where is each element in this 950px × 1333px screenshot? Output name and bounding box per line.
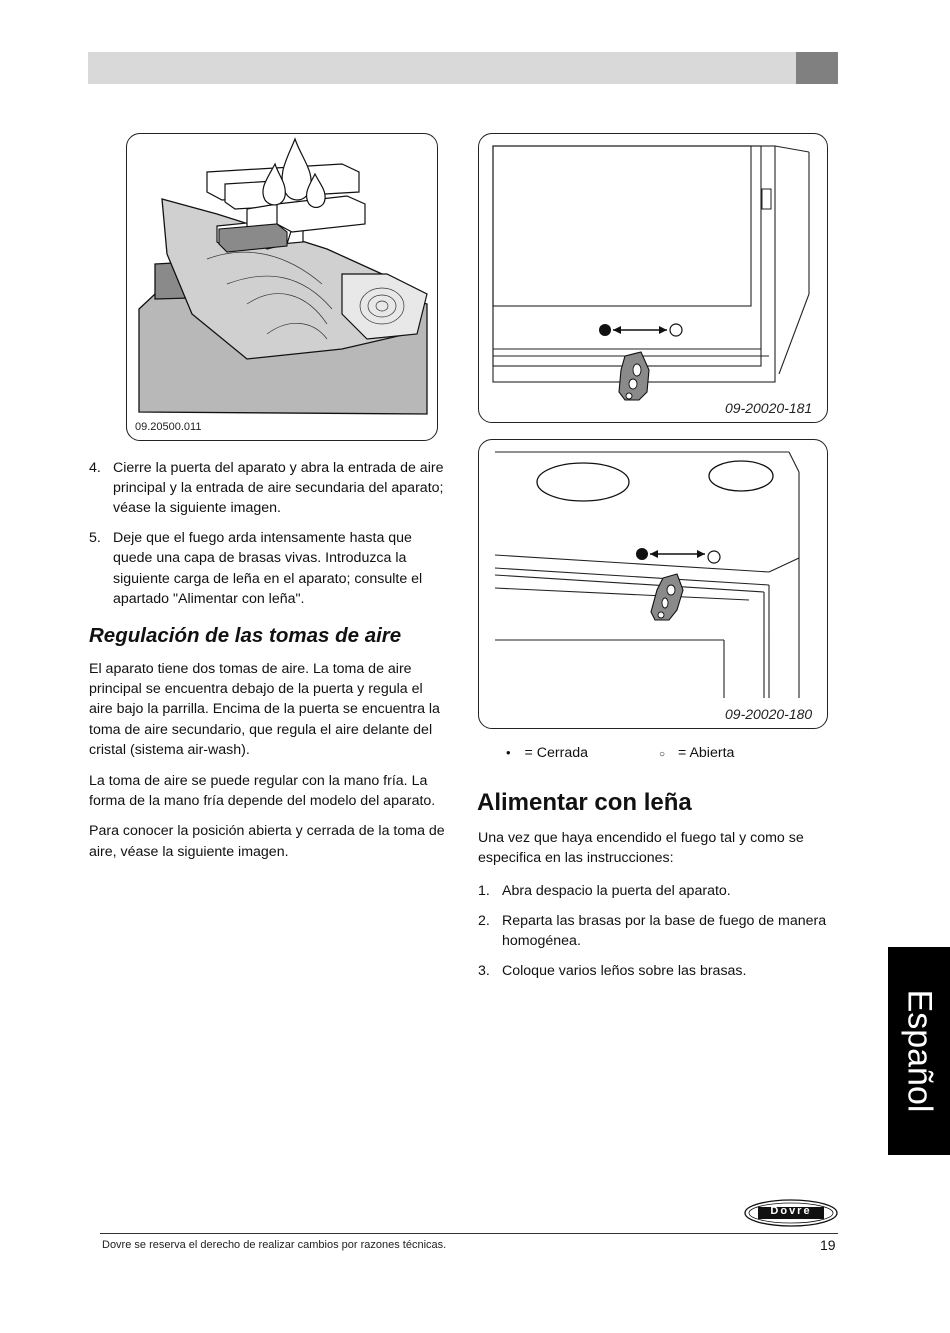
fire-building-figure bbox=[126, 133, 438, 441]
figure-reference: 09-20020-180 bbox=[725, 706, 813, 722]
section-heading: Regulación de las tomas de aire bbox=[89, 624, 402, 647]
list-item: 4. Cierre la puerta del aparato y abra la entrada de aire principal y la entrada de aire secundaria del aparato; véase la siguiente imagen. bbox=[89, 460, 444, 517]
paragraph: Para conocer la posición abierta y cerrada de la toma de aire, véase la siguiente imagen. bbox=[89, 823, 445, 860]
language-tab: Español bbox=[888, 947, 950, 1155]
page-number: 19 bbox=[820, 1237, 836, 1253]
figure-reference: 09-20020-181 bbox=[725, 400, 813, 416]
logo-text: Dovre bbox=[770, 1205, 812, 1217]
paragraph: Una vez que haya encendido el fuego tal y como se especifica en las instrucciones: bbox=[478, 830, 804, 867]
paragraph: El aparato tiene dos tomas de aire. La toma de aire principal se encuentra debajo de la puerta y regula el aire bajo la parrilla. Encima de la puerta se encuentra la toma de aire secundario, que regula el aire delante del cristal (sistema air-wash). bbox=[89, 661, 440, 758]
footer-disclaimer: Dovre se reserva el derecho de realizar cambios por razones técnicas. bbox=[102, 1239, 447, 1251]
list-item: 3. Coloque varios leños sobre las brasas. bbox=[478, 963, 747, 980]
left-steps bbox=[89, 458, 444, 618]
regulation-body bbox=[89, 659, 449, 872]
door-primary-air-illustration bbox=[479, 134, 827, 422]
open-circle-icon: ○ bbox=[659, 749, 666, 760]
list-item: 5. Deje que el fuego arda intensamente hasta que quede una capa de brasas vivas. Introduzca la siguiente carga de leña en el aparato; consulte el apartado "Alimentar con leña". bbox=[89, 530, 423, 607]
figure-code: 09.20500.011 bbox=[135, 421, 202, 433]
list-item: 1. Abra despacio la puerta del aparato. bbox=[478, 883, 731, 900]
door-figure-secondary-air bbox=[478, 439, 828, 729]
list-item: 2. Reparta las brasas por la base de fuego de manera homogénea. bbox=[478, 913, 827, 950]
feeding-body bbox=[478, 828, 838, 991]
header-bar bbox=[88, 52, 796, 84]
footer-divider bbox=[100, 1233, 838, 1234]
dovre-logo bbox=[744, 1199, 838, 1227]
closed-dot-icon: • bbox=[506, 745, 511, 760]
legend-open: ○ = Abierta bbox=[659, 745, 735, 761]
door-secondary-air-illustration bbox=[479, 440, 827, 728]
legend-closed: • = Cerrada bbox=[506, 745, 588, 761]
door-figure-primary-air bbox=[478, 133, 828, 423]
header-block bbox=[796, 52, 838, 84]
wood-logs-illustration bbox=[127, 134, 437, 440]
section-heading: Alimentar con leña bbox=[477, 789, 692, 816]
paragraph: La toma de aire se puede regular con la mano fría. La forma de la mano fría depende del modelo del aparato. bbox=[89, 772, 436, 809]
